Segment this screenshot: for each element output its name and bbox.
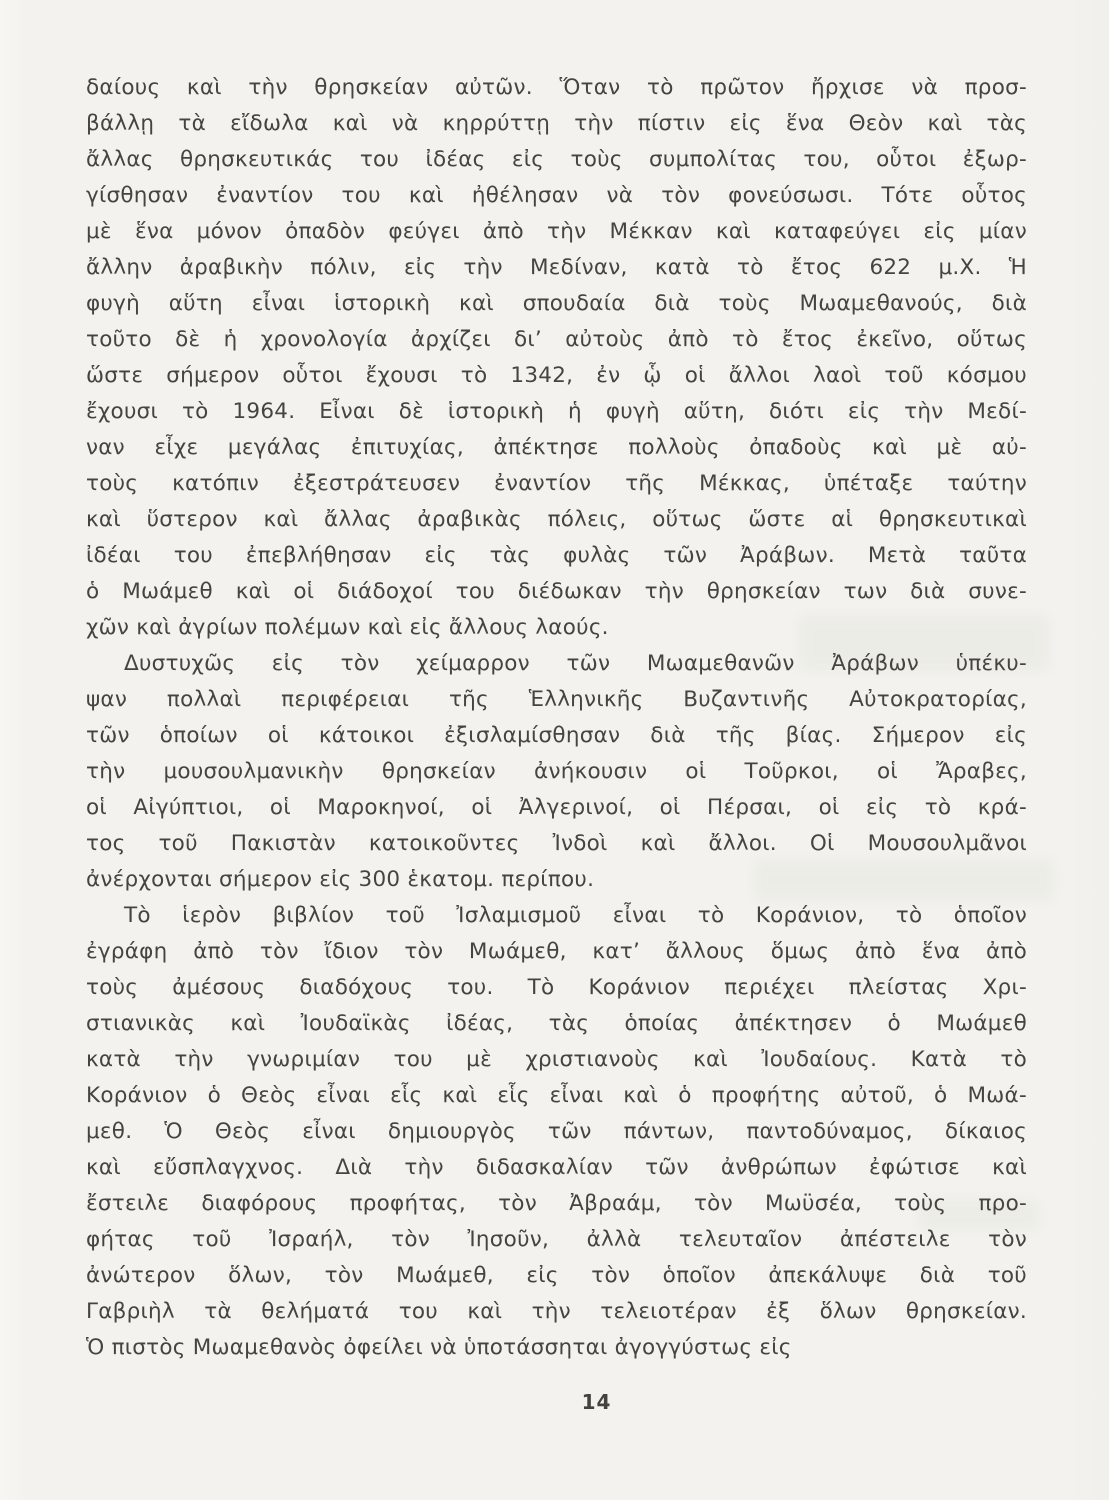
text-line: τος τοῦ Πακιστὰν κατοικοῦντες Ἰνδοὶ καὶ ἄλλοι. Οἱ Μουσουλμᾶνοι (86, 831, 1027, 856)
text-line: Ὁ πιστὸς Μωαμεθανὸς ὀφείλει νὰ ὑποτάσσηται ἀγογγύστως εἰς (86, 1335, 792, 1360)
text-line: Κοράνιον ὁ Θεὸς εἶναι εἷς καὶ εἷς εἶναι καὶ ὁ προφήτης αὐτοῦ, ὁ Μωά- (86, 1083, 1027, 1108)
text-line: βάλλῃ τὰ εἴδωλα καὶ νὰ κηρρύττῃ τὴν πίστιν εἰς ἕνα Θεὸν καὶ τὰς (86, 111, 1027, 136)
text-line: τοὺς ἀμέσους διαδόχους του. Τὸ Κοράνιον περιέχει πλείστας Χρι- (86, 975, 1027, 1000)
text-line: φήτας τοῦ Ἰσραήλ, τὸν Ἰησοῦν, ἀλλὰ τελευταῖον ἀπέστειλε τὸν (86, 1227, 1027, 1252)
text-line: ἰδέαι του ἐπεβλήθησαν εἰς τὰς φυλὰς τῶν Ἀράβων. Μετὰ ταῦτα (86, 543, 1027, 568)
text-line: μὲ ἕνα μόνον ὀπαδὸν φεύγει ἀπὸ τὴν Μέκκαν καὶ καταφεύγει εἰς μίαν (86, 219, 1027, 244)
paragraph (86, 70, 1027, 646)
text-line: ναν εἶχε μεγάλας ἐπιτυχίας, ἀπέκτησε πολλοὺς ὀπαδοὺς καὶ μὲ αὐ- (86, 435, 1027, 460)
text-line: στιανικὰς καὶ Ἰουδαϊκὰς ἰδέας, τὰς ὁποίας ἀπέκτησεν ὁ Μωάμεθ (86, 1011, 1027, 1036)
text-line: τοὺς κατόπιν ἐξεστράτευσεν ἐναντίον τῆς Μέκκας, ὑπέταξε ταύτην (86, 471, 1027, 496)
text-line: ἐγράφη ἀπὸ τὸν ἴδιον τὸν Μωάμεθ, κατ’ ἄλλους ὅμως ἀπὸ ἕνα ἀπὸ (86, 939, 1027, 964)
text-line: Γαβριὴλ τὰ θελήματά του καὶ τὴν τελειοτέραν ἐξ ὅλων θρησκείαν. (86, 1299, 1027, 1324)
text-line: ἔστειλε διαφόρους προφήτας, τὸν Ἀβραάμ, τὸν Μωϋσέα, τοὺς προ- (86, 1191, 1027, 1216)
text-line: τοῦτο δὲ ἡ χρονολογία ἀρχίζει δι’ αὐτοὺς ἀπὸ τὸ ἔτος ἐκεῖνο, οὕτως (86, 327, 1027, 352)
text-line: ὁ Μωάμεθ καὶ οἱ διάδοχοί του διέδωκαν τὴν θρησκείαν των διὰ συνε- (86, 579, 1027, 604)
text-line: χῶν καὶ ἀγρίων πολέμων καὶ εἰς ἄλλους λαούς. (86, 615, 609, 640)
text-line: οἱ Αἰγύπτιοι, οἱ Μαροκηνοί, οἱ Ἀλγερινοί, οἱ Πέρσαι, οἱ εἰς τὸ κρά- (86, 795, 1027, 820)
text-line: τὴν μουσουλμανικὴν θρησκείαν ἀνήκουσιν οἱ Τοῦρκοι, οἱ Ἄραβες, (86, 759, 1027, 784)
text-line: ἀνέρχονται σήμερον εἰς 300 ἑκατομ. περίπου. (86, 867, 595, 892)
text-line: μεθ. Ὁ Θεὸς εἶναι δημιουργὸς τῶν πάντων, παντοδύναμος, δίκαιος (86, 1119, 1027, 1144)
text-line: Δυστυχῶς εἰς τὸν χείμαρρον τῶν Μωαμεθανῶν Ἀράβων ὑπέκυ- (124, 651, 1027, 676)
text-line: καὶ εὔσπλαγχνος. Διὰ τὴν διδασκαλίαν τῶν ἀνθρώπων ἐφώτισε καὶ (86, 1155, 1027, 1180)
text-line: καὶ ὕστερον καὶ ἄλλας ἀραβικὰς πόλεις, οὕτως ὥστε αἱ θρησκευτικαὶ (86, 507, 1027, 532)
body-text (86, 70, 1027, 1366)
text-line: δαίους καὶ τὴν θρησκείαν αὐτῶν. Ὅταν τὸ πρῶτον ἤρχισε νὰ προσ- (86, 75, 1027, 100)
text-line: ὥστε σήμερον οὗτοι ἔχουσι τὸ 1342, ἐν ᾧ οἱ ἄλλοι λαοὶ τοῦ κόσμου (86, 363, 1027, 388)
text-line: φυγὴ αὕτη εἶναι ἱστορικὴ καὶ σπουδαία διὰ τοὺς Μωαμεθανούς, διὰ (86, 291, 1027, 316)
text-line: ἄλλην ἀραβικὴν πόλιν, εἰς τὴν Μεδίναν, κατὰ τὸ ἔτος 622 μ.Χ. Ἡ (86, 255, 1027, 280)
text-line: ἀνώτερον ὅλων, τὸν Μωάμεθ, εἰς τὸν ὁποῖον ἀπεκάλυψε διὰ τοῦ (86, 1263, 1027, 1288)
text-line: κατὰ τὴν γνωριμίαν του μὲ χριστιανοὺς καὶ Ἰουδαίους. Κατὰ τὸ (86, 1047, 1027, 1072)
paragraph (86, 646, 1027, 898)
text-line: ἄλλας θρησκευτικάς του ἰδέας εἰς τοὺς συμπολίτας του, οὗτοι ἐξωρ- (86, 147, 1027, 172)
text-line: ἔχουσι τὸ 1964. Εἶναι δὲ ἱστορικὴ ἡ φυγὴ αὕτη, διότι εἰς τὴν Μεδί- (86, 399, 1027, 424)
text-line: γίσθησαν ἐναντίον του καὶ ἠθέλησαν νὰ τὸν φονεύσωσι. Τότε οὗτος (86, 183, 1027, 208)
text-line: ψαν πολλαὶ περιφέρειαι τῆς Ἑλληνικῆς Βυζαντινῆς Αὐτοκρατορίας, (86, 687, 1027, 712)
text-line: τῶν ὁποίων οἱ κάτοικοι ἐξισλαμίσθησαν διὰ τῆς βίας. Σήμερον εἰς (86, 723, 1027, 748)
text-line: Τὸ ἱερὸν βιβλίον τοῦ Ἰσλαμισμοῦ εἶναι τὸ Κοράνιον, τὸ ὁποῖον (124, 903, 1027, 928)
page-number: 14 (581, 1390, 612, 1414)
paragraph (86, 898, 1027, 1366)
